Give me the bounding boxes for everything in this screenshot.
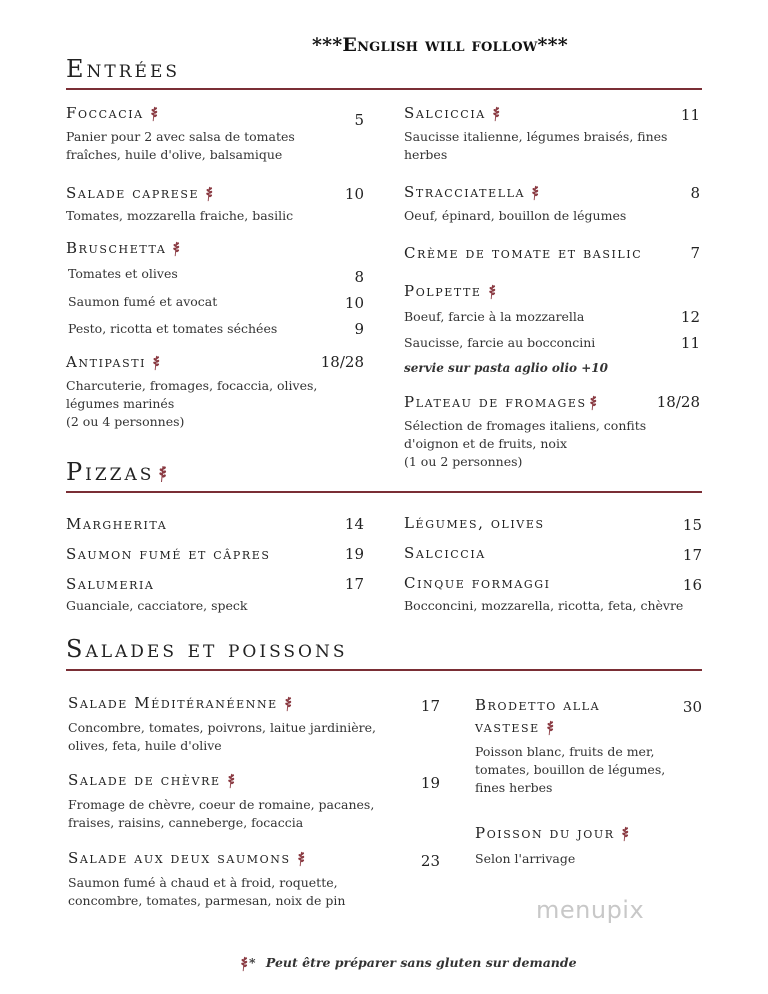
- item-serving-note: (2 ou 4 personnes): [66, 414, 185, 429]
- item-name: Salade aux deux saumons: [68, 849, 291, 867]
- menu-item-creme-tomate: [404, 244, 642, 262]
- bruschetta-option-2-price: 10: [344, 294, 364, 312]
- item-name: Antipasti: [66, 353, 147, 371]
- price-margherita: 14: [344, 515, 364, 533]
- salumeria-description: Guanciale, cacciatore, speck: [66, 598, 248, 613]
- item-description: Saumon fumé à chaud et à froid, roquette, concombre, tomates, parmesan, noix de pin: [68, 875, 346, 908]
- menu-item-poisson-du-jour: [475, 824, 630, 868]
- polpette-option-2-price: 11: [680, 334, 700, 352]
- wheat-icon: [152, 355, 161, 371]
- wheat-icon: [531, 185, 540, 201]
- price-antipasti: 18/28: [320, 353, 364, 371]
- item-description: Charcuterie, fromages, focaccia, olives, légumes marinés: [66, 378, 318, 411]
- item-name: Salade caprese: [66, 184, 200, 202]
- polpette-option-2: Saucisse, farcie au bocconcini: [404, 335, 596, 350]
- price-plateau: 18/28: [656, 393, 700, 411]
- pizza-salciccia: Salciccia: [404, 544, 486, 562]
- wheat-icon: [297, 851, 306, 867]
- item-name: Bruschetta: [66, 239, 167, 257]
- item-name-line1: Brodetto alla: [475, 696, 601, 714]
- menu-item-salade-deux-saumons: [68, 849, 358, 910]
- bruschetta-option-3: Pesto, ricotta et tomates séchées: [68, 321, 278, 336]
- section-title-pizzas: [66, 458, 168, 486]
- menu-item-polpette: [404, 282, 497, 300]
- item-description: Tomates, mozzarella fraiche, basilic: [66, 208, 294, 223]
- polpette-option-1: Boeuf, farcie à la mozzarella: [404, 309, 585, 324]
- bruschetta-option-1-price: 8: [354, 268, 364, 286]
- section-title-text: Pizzas: [66, 458, 155, 486]
- polpette-note: servie sur pasta aglio olio +10: [404, 361, 608, 375]
- item-name: Poisson du jour: [475, 824, 615, 842]
- item-description: Oeuf, épinard, bouillon de légumes: [404, 208, 627, 223]
- bruschetta-option-1: Tomates et olives: [68, 266, 178, 281]
- item-description: Concombre, tomates, poivrons, laitue jardinière, olives, feta, huile d'olive: [68, 720, 376, 753]
- menu-item-salciccia: [404, 104, 679, 164]
- wheat-icon: [488, 284, 497, 300]
- wheat-icon: [205, 186, 214, 202]
- item-name: Salade Méditéranéenne: [68, 694, 278, 712]
- footnote-mark: *: [249, 955, 256, 970]
- item-description: Fromage de chèvre, coeur de romaine, pacanes, fraises, raisins, canneberge, focaccia: [68, 797, 375, 830]
- section-divider: [66, 669, 702, 671]
- item-description: Saucisse italienne, légumes braisés, fines herbes: [404, 129, 668, 162]
- wheat-icon: [240, 956, 249, 972]
- menu-item-antipasti: [66, 353, 326, 431]
- item-name: Salciccia: [404, 104, 486, 122]
- wheat-icon: [158, 464, 168, 484]
- menu-item-bruschetta: [66, 239, 181, 257]
- wheat-icon: [621, 826, 630, 842]
- formaggi-description: Bocconcini, mozzarella, ricotta, feta, chèvre: [404, 598, 684, 613]
- item-description: Selon l'arrivage: [475, 851, 576, 866]
- item-description: Poisson blanc, fruits de mer, tomates, bouillon de légumes, fines herbes: [475, 744, 666, 795]
- wheat-icon: [546, 720, 555, 736]
- price-caprese: 10: [344, 185, 364, 203]
- price-mediterraneenne: 17: [420, 697, 440, 715]
- wheat-icon: [227, 773, 236, 789]
- bruschetta-option-3-price: 9: [354, 320, 364, 338]
- price-pizza-salciccia: 17: [682, 546, 702, 564]
- price-legumes: 15: [682, 516, 702, 534]
- menupix-watermark: menupix: [536, 896, 645, 924]
- wheat-icon: [172, 241, 181, 257]
- pizza-legumes: Légumes, olives: [404, 514, 545, 532]
- pizza-cinque-formaggi: Cinque formaggi: [404, 574, 551, 592]
- polpette-option-1-price: 12: [680, 308, 700, 326]
- item-name-line2: vastese: [475, 718, 540, 736]
- price-foccacia: 5: [354, 111, 364, 129]
- menu-item-foccacia: [66, 104, 326, 164]
- menu-item-salade-caprese: [66, 184, 293, 225]
- bruschetta-option-2: Saumon fumé et avocat: [68, 294, 218, 309]
- menu-item-brodetto: [475, 696, 685, 797]
- section-title-entrees: Entrées: [66, 55, 180, 83]
- section-divider: [66, 88, 702, 90]
- item-name: Salade de chèvre: [68, 771, 221, 789]
- footnote-text: Peut être préparer sans gluten sur demande: [265, 955, 577, 970]
- price-stracciatella: 8: [690, 184, 700, 202]
- menu-item-salade-mediterraneenne: [68, 694, 393, 755]
- pizza-saumon: Saumon fumé et câpres: [66, 545, 271, 563]
- wheat-icon: [284, 696, 293, 712]
- pizza-salumeria: Salumeria: [66, 575, 155, 593]
- wheat-icon: [589, 395, 598, 411]
- wheat-icon: [492, 106, 501, 122]
- price-brodetto: 30: [682, 698, 702, 716]
- wheat-icon: [150, 106, 159, 122]
- price-formaggi: 16: [682, 576, 702, 594]
- menu-item-salade-chevre: [68, 771, 378, 832]
- item-serving-note: (1 ou 2 personnes): [404, 454, 523, 469]
- english-notice: ***English will follow***: [312, 34, 568, 56]
- price-chevre: 19: [420, 774, 440, 792]
- menu-item-plateau-fromages: [404, 393, 679, 471]
- section-divider: [66, 491, 702, 493]
- item-name: Foccacia: [66, 104, 144, 122]
- price-pizza-saumon: 19: [344, 545, 364, 563]
- item-name: Stracciatella: [404, 183, 526, 201]
- gluten-free-footnote: [240, 955, 577, 972]
- pizza-margherita: Margherita: [66, 515, 168, 533]
- item-description: Panier pour 2 avec salsa de tomates fraîches, huile d'olive, balsamique: [66, 129, 295, 162]
- price-deux-saumons: 23: [420, 852, 440, 870]
- price-salumeria: 17: [344, 575, 364, 593]
- price-salciccia: 11: [680, 106, 700, 124]
- price-creme-tomate: 7: [690, 244, 700, 262]
- item-name: Plateau de fromages: [404, 393, 587, 411]
- item-name: Polpette: [404, 282, 482, 300]
- menu-item-stracciatella: [404, 183, 626, 225]
- item-description: Sélection de fromages italiens, confits d'oignon et de fruits, noix: [404, 418, 647, 451]
- item-name: Crème de tomate et basilic: [404, 244, 643, 262]
- section-title-salades: Salades et poissons: [66, 635, 348, 663]
